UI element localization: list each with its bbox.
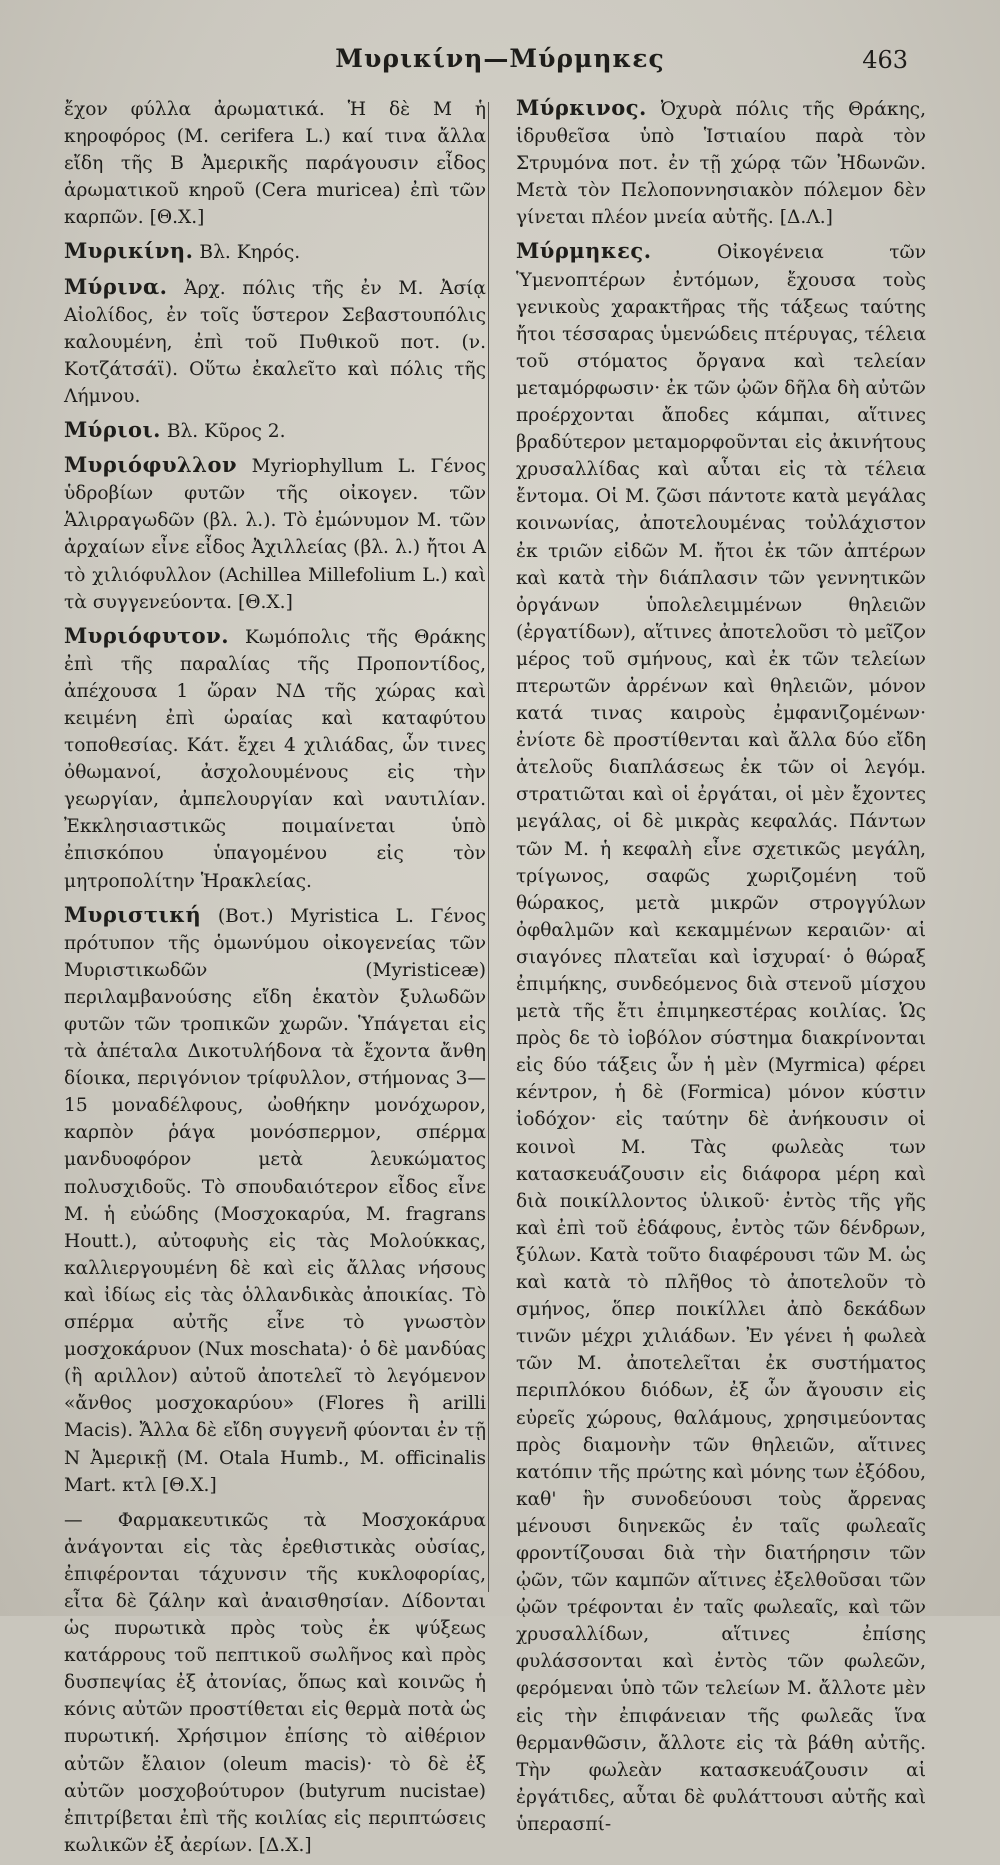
entry — [516, 94, 926, 231]
entry-continuation — [64, 94, 486, 231]
entry-text: — Φαρμακευτικῶς τὰ Μοσχοκάρυα ἀνάγονται εἰς τὰς ἐρεθιστικὰς οὐσίας, ἐπιφέρονται τάχυνσιν τῆς κυκλοφορίας, εἶτα δὲ ζάλην καὶ ἀναισθησίαν. Δίδονται ὡς πυρωτικὰ πρὸς τοὺς ἐκ ψύξεως κατάρρους τοῦ πεπτικοῦ σωλῆνος καὶ πρὸς δυσπεψίας ἐξ ἀτονίας, ὅπως καὶ κοινῶς ἡ κόνις αὐτῶν προστίθεται εἰς θερμὰ ποτὰ ὡς πυρωτική. Χρήσιμον ἐπίσης τὸ αἰθέριον αὐτῶν ἔλαιον (oleum macis)· τὸ δὲ ἐξ αὐτῶν μοσχοβούτυρον (butyrum nucistae) ἐπιτρίβεται ἐπὶ τῆς κοιλίας εἰς περιπτώσεις κωλικῶν ἐξ ἀερίων. [Δ.Χ.] — [64, 1509, 486, 1856]
entry-text: Οἰκογένεια τῶν Ὑμενοπτέρων ἐντόμων, ἔχουσα τοὺς γενικοὺς χαρακτῆρας τῆς τάξεως ταύτης ἤτοι τέσσαρας ὑμενώδεις πτέρυγας, τέλεια τοῦ στόματος ὄργανα καὶ τελείαν μεταμόρφωσιν· ἐκ τῶν ᾠῶν δῆλα δὴ αὐτῶν προέρχονται ἄποδες κάμπαι, αἵτινες βραδύτερον μεταμορφοῦνται εἰς ἀκινήτους χρυσαλλίδας καὶ αὗται εἰς τὰ τέλεια ἔντομα. Οἱ Μ. ζῶσι πάντοτε κατὰ μεγάλας κοινωνίας, ἀποτελουμένας τοὐλάχιστον ἐκ τριῶν εἰδῶν Μ. ἤτοι ἐκ τῶν ἀπτέρων καὶ κατὰ τὴν διάπλασιν τῶν γεννητικῶν ὀργάνων ὑπολελειμμένων θηλειῶν (ἐργατίδων), αἵτινες ἀποτελοῦσι τὸ μεῖζον μέρος τοῦ σμήνους, καὶ ἐκ τῶν τελείων πτερωτῶν ἀρρένων καὶ θηλειῶν, μόνον κατά τινας καιροὺς ἐμφανιζομένων· ἐνίοτε δὲ προστίθενται καὶ ἄλλα δύο εἴδη ἀτελοῦς διαπλάσεως ἐκ τῶν οἱ λεγόμ. στρατιῶται καὶ οἱ ἐργάται, οἱ μὲν ἔχοντες μεγάλας, οἱ δὲ μικρὰς κεφαλάς. Πάντων τῶν Μ. ἡ κεφαλὴ εἶνε σχετικῶς μεγάλη, τρίγωνος, σαφῶς χωριζομένη τοῦ θώρακος, μετὰ μικρῶν στρογγύλων ὀφθαλμῶν καὶ κεκαμμένων κεραιῶν· αἱ σιαγόνες πλατεῖαι καὶ ἰσχυραί· ὁ θώραξ ἐπιμήκης, συνδεόμενος διὰ στενοῦ μίσχου μετὰ τῆς ἔτι ἐπιμηκεστέρας κοιλίας. Ὡς πρὸς δε τὸ ἰοβόλον σύστημα διακρίνονται εἰς δύο τάξεις ὧν ἡ μὲν (Myrmica) φέρει κέντρον, ἡ δὲ (Formica) μόνον κύστιν ἰοδόχον· εἰς ταύτην δὲ ἀνήκουσιν οἱ κοινοὶ Μ. Τὰς φωλεὰς των κατασκευάζουσιν εἰς διάφορα μέρη καὶ διὰ ποικίλλοντος ὑλικοῦ· ἐντὸς τῆς γῆς καὶ ἐπὶ τοῦ ἐδάφους, ἐντὸς τῶν δένδρων, ξύλων. Κατὰ τοῦτο διαφέρουσι τῶν Μ. ὡς καὶ κατὰ τὸ πλῆθος τὸ ἀποτελοῦν τὸ σμήνος, ὅπερ ποικίλλει ἀπὸ δεκάδων τινῶν μέχρι χιλιάδων. Ἐν γένει ἡ φωλεὰ τῶν Μ. ἀποτελεῖται ἐκ συστήματος περιπλόκου διόδων, ἐξ ὧν ἄγουσιν εἰς εὐρεῖς χώρους, θαλάμους, χρησιμεύοντας πρὸς διαμονὴν τῶν θηλειῶν, αἵτινες κατόπιν τῆς πρώτης καὶ μόνης των ἐξόδου, καθ' ἣν συνοδεύουσι τοὺς ἄρρενας μένουσι διηνεκῶς ἐν ταῖς φωλεαῖς φροντίζουσαι διὰ τὴν διατήρησιν τῶν ᾠῶν, τῶν καμπῶν αἵτινες ἐξελθοῦσαι τῶν ᾠῶν τρέφονται ἐν ταῖς φωλεαῖς, καὶ τῶν χρυσαλλίδων, αἵτινες ἐπίσης φυλάσσονται καὶ ἐντὸς τῶν φωλεῶν, φερόμεναι ὑπὸ τῶν τελείων Μ. ἄλλοτε μὲν εἰς τὴν ἐπιφάνειαν τῆς φωλεᾶς ἵνα θερμανθῶσιν, ἄλλοτε εἰς τὰ βάθη αὐτῆς. Τὴν φωλεὰν κατασκευάζουσιν αἱ ἐργάτιδες, αὗται δὲ φυλάττουσι αὐτῆς καὶ ὑπερασπί- — [516, 242, 926, 1835]
entry-headword: Μύρμηκες. — [516, 238, 652, 264]
entry-text: ἔχον φύλλα ἀρωματικά. Ἡ δὲ Μ ἡ κηροφόρος (Μ. cerifera L.) καί τινα ἄλλα εἴδη τῆς Β Ἀμερικῆς παράγουσιν εἶδος ἀρωματικοῦ κηροῦ (Cera muricea) ἐπὶ τῶν καρπῶν. [Θ.Χ.] — [64, 99, 486, 229]
entry — [64, 237, 486, 266]
entry-text: (Βοτ.) Myristica L. Γένος πρότυπον τῆς ὁμωνύμου οἰκογενείας τῶν Μυριστικωδῶν (Myristiceæ) περιλαμβανούσης εἴδη ἑκατὸν ξυλωδῶν φυτῶν τῶν τροπικῶν χωρῶν. Ὑπάγεται εἰς τὰ ἀπέταλα Δικοτυλήδονα τὰ ἔχοντα ἄνθη δίοικα, περιγόνιον τρίφυλλον, στήμονας 3—15 μοναδέλφους, ὠοθήκην μονόχωρον, καρπὸν ῥάγα μονόσπερμον, σπέρμα μανδυοφόρον μετὰ λευκώματος πολυσχιδοῦς. Τὸ σπουδαιότερον εἶδος εἶνε Μ. ἡ εὐώδης (Μοσχοκαρύα, Μ. fragrans Houtt.), αὐτοφυὴς εἰς τὰς Μολούκκας, καλλιεργουμένη δὲ καὶ εἰς ἄλλας νήσους καὶ ἰδίως εἰς τὰς ὁλλανδικὰς ἀποικίας. Τὸ σπέρμα αὐτῆς εἶνε τὸ γνωστὸν μοσχοκάρυον (Nux moschata)· ὁ δὲ μανδύας (ἢ αριλλον) αὐτοῦ ἀποτελεῖ τὸ λεγόμενον «ἄνθος μοσχοκαρύου» (Flores ἢ arilli Macis). Ἄλλα δὲ εἴδη συγγενῆ φύονται ἐν τῇ Ν Ἀμερικῇ (Μ. Otala Humb., Μ. officinalis Mart. κτλ [Θ.Χ.] — [64, 905, 486, 1496]
left-column — [64, 94, 486, 1865]
entry-headword: Μυριόφυτον. — [64, 622, 230, 648]
entry-text: Ἀρχ. πόλις τῆς ἐν Μ. Ἀσίᾳ Αἰολίδος, ἐν τοῖς ὕστερον Σεβαστουπόλις καλουμένη, ἐπὶ τοῦ Πυθικοῦ ποτ. (ν. Κοτζάτσάϊ). Οὕτω ἐκαλεῖτο καὶ πόλις τῆς Λήμνου. — [64, 277, 486, 407]
entry-headword: Μύρινα. — [64, 273, 168, 299]
entry-headword: Μύριοι. — [64, 417, 161, 443]
entry — [64, 622, 486, 895]
running-head — [0, 44, 1000, 84]
entry-text: Βλ. Κῦρος 2. — [166, 421, 286, 443]
entry-text: Βλ. Κηρός. — [199, 242, 301, 264]
entry-text: Ὀχυρὰ πόλις τῆς Θράκης, ἱδρυθεῖσα ὑπὸ Ἱστιαίου παρὰ τὸν Στρυμόνα ποτ. ἐν τῇ χώρᾳ τῶν Ἠδωνῶν. Μετὰ τὸν Πελοποννησιακὸν πόλεμον δὲν γίνεται πλέον μνεία αὐτῆς. [Δ.Λ.] — [516, 99, 926, 229]
entry-text: Myriophyllum L. Γένος ὑδροβίων φυτῶν τῆς οἰκογεν. τῶν Ἁλιρραγωδῶν (βλ. λ.). Τὸ ἐμώνυμον Μ. τῶν ἀρχαίων εἶνε εἶδος Ἀχιλλείας (βλ. λ.) ἤτοι Α τὸ χιλιόφυλλον (Achillea Millefolium L.) καὶ τὰ συγγενεύοντα. [Θ.Χ.] — [64, 456, 486, 613]
entry-headword: Μύρκινος. — [516, 95, 647, 120]
page-number: 463 — [862, 46, 908, 74]
entry — [64, 451, 486, 616]
entry-headword: Μυριστική — [64, 901, 202, 927]
running-title: Μυρικίνη—Μύρμηκες — [335, 44, 665, 73]
entry — [64, 901, 486, 1499]
entry-headword: Μυριόφυλλον — [64, 452, 238, 478]
entry-continuation — [64, 1505, 486, 1859]
entry — [64, 273, 486, 410]
entry — [516, 237, 926, 1838]
entry-headword: Μυρικίνη. — [64, 238, 194, 264]
entry — [64, 416, 486, 445]
column-divider — [488, 102, 489, 1592]
entry-text: Κωμόπολις τῆς Θράκης ἐπὶ τῆς παραλίας τῆς Προποντίδος, ἀπέχουσα 1 ὥραν ΝΔ τῆς χώρας καὶ κειμένη ἐπὶ ὡραίας καὶ καταφύτου τοποθεσίας. Κάτ. ἔχει 4 χιλιάδας, ὧν τινες ὀθωμανοί, ἀσχολουμένους εἰς τὴν γεωργίαν, ἀμπελουργίαν καὶ ναυτιλίαν. Ἐκκλησιαστικῶς ποιμαίνεται ὑπὸ ἐπισκόπου ὑπαγομένου εἰς τὸν μητροπολίτην Ἡρακλείας. — [64, 626, 486, 892]
right-column — [516, 94, 926, 1844]
